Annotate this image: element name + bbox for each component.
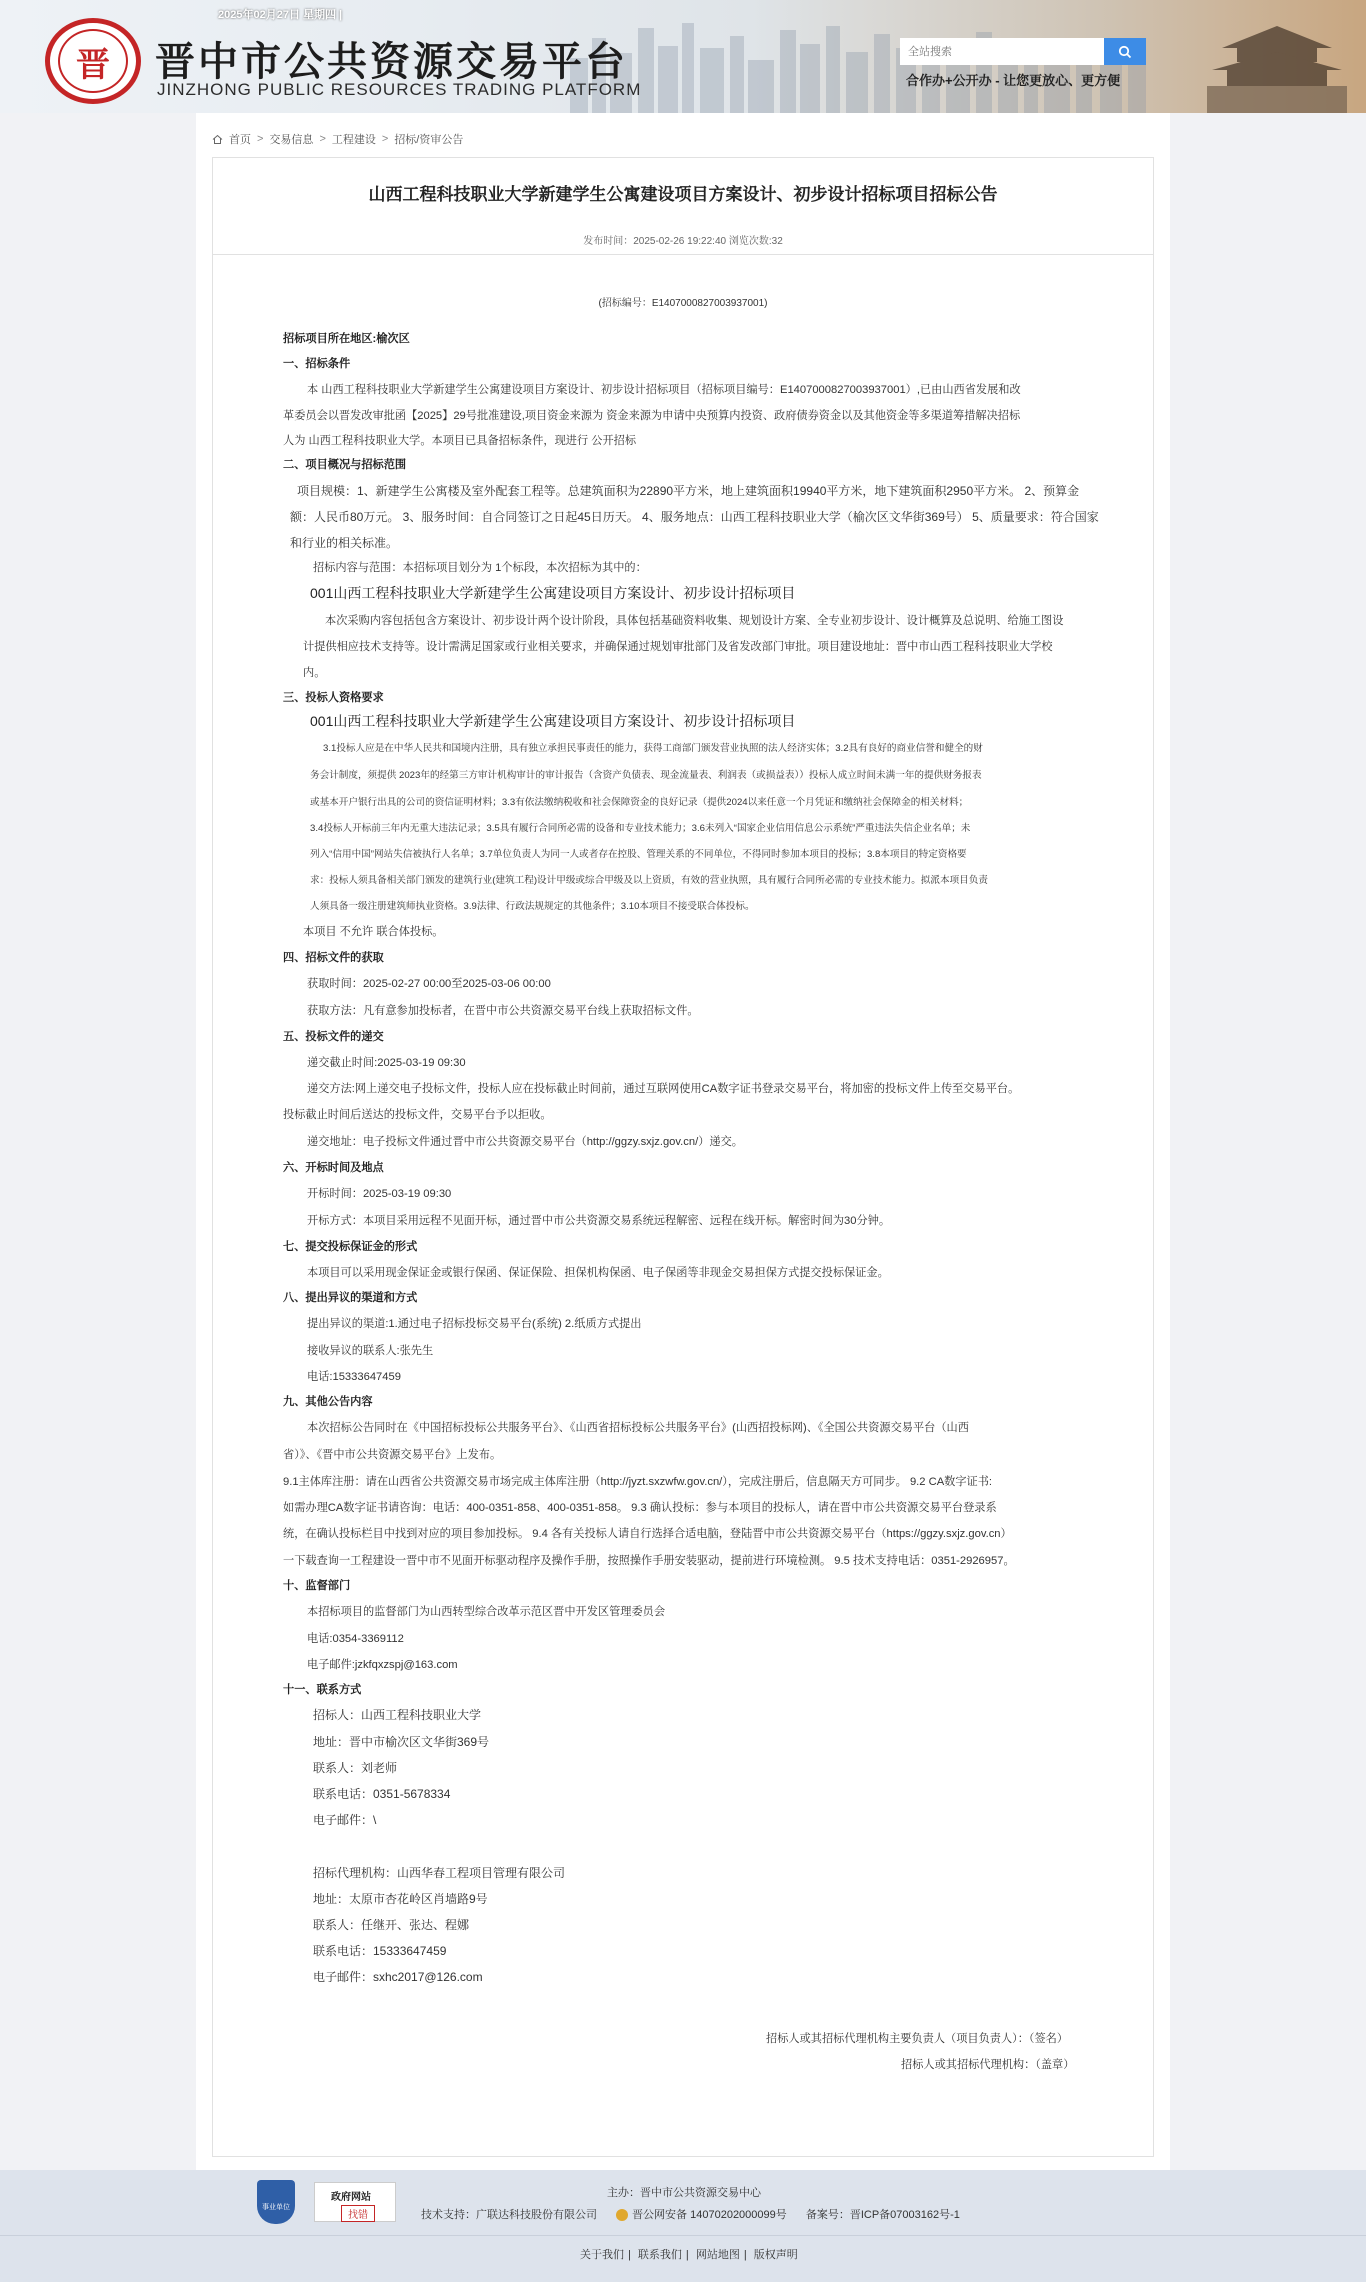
section-heading: 八、提出异议的渠道和方式: [283, 1292, 418, 1304]
breadcrumb-engineering[interactable]: 工程建设: [331, 134, 376, 146]
article-title: 山西工程科技职业大学新建学生公寓建设项目方案设计、初步设计招标项目招标公告: [368, 185, 998, 204]
site-subtitle: JINZHONG PUBLIC RESOURCES TRADING PLATFORM: [157, 80, 642, 99]
article-meta: 发布时间：2025-02-26 19:22:40 浏览次数:32: [583, 236, 783, 247]
section-heading: 五、投标文件的递交: [283, 1031, 384, 1043]
paragraph-line: 本项目 不允许 联合体投标。: [303, 926, 444, 938]
paragraph-line: 电话:15333647459: [307, 1371, 401, 1383]
paragraph-line: 省）》、《晋中市公共资源交易平台》上发布。: [283, 1449, 502, 1461]
badge-title: 政府网站: [331, 2192, 371, 2203]
section-heading: 一、招标条件: [283, 358, 351, 370]
seal-line: 招标人或其招标代理机构：（盖章）: [901, 2059, 1075, 2071]
paragraph-line: 计提供相应技术支持等。设计需满足国家或行业相关要求，并确保通过规划审批部门及省发改部门审批。项目建设地址：晋中市山西工程科技职业大学校: [303, 641, 1053, 653]
emblem-char: 晋: [58, 29, 128, 93]
lot-name: 001山西工程科技职业大学新建学生公寓建设项目方案设计、初步设计招标项目: [310, 585, 796, 601]
paragraph-line: 投标截止时间后送达的投标文件，交易平台予以拒收。: [283, 1109, 552, 1121]
paragraph-line: 3.4投标人开标前三年内无重大违法记录；3.5具有履行合同所必需的设备和专业技术能力；3.6未列入“国家企业信用信息公示系统”严重违法失信企业名单；未: [310, 823, 971, 834]
section-heading: 二、项目概况与招标范围: [283, 459, 407, 471]
paragraph-line: 电子邮件:jzkfqxzspj@163.com: [307, 1659, 458, 1671]
paragraph-line: 和行业的相关标准。: [290, 536, 399, 550]
breadcrumb-separator: >: [381, 133, 389, 145]
site-title[interactable]: 晋中市公共资源交易平台: [155, 38, 628, 85]
paragraph-line: 革委员会以晋发改审批函【2025】29号批准建设,项目资金来源为 资金来源为申请中央预算内投资、政府债券资金以及其他资金等多渠道筹措解决招标: [283, 410, 1021, 422]
public-institution-badge[interactable]: 事业单位: [257, 2180, 295, 2224]
footer-link-contact[interactable]: 联系我们: [637, 2249, 682, 2261]
paragraph-line: 递交截止时间:2025-03-19 09:30: [307, 1057, 466, 1069]
site-footer: [0, 2170, 1366, 2282]
breadcrumb-separator: >: [257, 133, 264, 145]
paragraph-line: 或基本开户银行出具的公司的资信证明材料；3.3有依法缴纳税收和社会保障资金的良好记录（提供2024以来任意一个月凭证和缴纳社会保障金的相关材料；: [310, 797, 969, 808]
paragraph-line: 统，在确认投标栏目中找到对应的项目参加投标。 9.4 各有关投标人请自行选择合适电脑，登陆晋中市公共资源交易平台（https://ggzy.sxjz.gov.cn）: [283, 1528, 1012, 1540]
contact-line: 地址：太原市杏花岭区肖墙路9号: [313, 1892, 488, 1906]
breadcrumb-trade-info[interactable]: 交易信息: [269, 134, 314, 146]
breadcrumb-current[interactable]: 招标/资审公告: [394, 134, 464, 146]
contact-line: 招标代理机构：山西华春工程项目管理有限公司: [313, 1866, 566, 1880]
title-divider: [213, 254, 1153, 255]
contact-line: 电子邮件：sxhc2017@126.com: [313, 1970, 483, 1984]
paragraph-line: 3.1投标人应是在中华人民共和国境内注册，具有独立承担民事责任的能力，获得工商部门颁发营业执照的法人经济实体；3.2具有良好的商业信誉和健全的财: [323, 743, 983, 754]
footer-info: [421, 2206, 976, 2222]
footer-links: 关于我们 | 联系我们 | 网站地图 | 版权声明: [580, 2249, 798, 2261]
paragraph-line: 招标内容与范围：本招标项目划分为 1个标段，本次招标为其中的：: [313, 562, 647, 574]
search-icon: [1118, 45, 1132, 59]
breadcrumb: [212, 131, 467, 147]
paragraph-line: 本 山西工程科技职业大学新建学生公寓建设项目方案设计、初步设计招标项目（招标项目编号：E1407000827003937001）,已由山西省发展和改: [307, 384, 1021, 396]
footer-link-sitemap[interactable]: 网站地图: [695, 2249, 740, 2261]
paragraph-line: 本项目可以采用现金保证金或银行保函、保证保险、担保机构保函、电子保函等非现金交易担保方式提交投标保证金。: [307, 1267, 889, 1279]
paragraph-line: 求：投标人须具备相关部门颁发的建筑行业(建筑工程)设计甲级或综合甲级及以上资质，有效的营业执照，具有履行合同所必需的专业技术能力。拟派本项目负责: [310, 875, 988, 886]
footer-sponsor: 主办：晋中市公共资源交易中心: [607, 2187, 761, 2199]
paragraph-line: 递交地址：电子投标文件通过晋中市公共资源交易平台（http://ggzy.sxjz.gov.cn/）递交。: [307, 1136, 743, 1148]
contact-line: 电子邮件：\: [313, 1813, 377, 1827]
slogan: 合作办+公开办 - 让您更放心、更方便: [906, 73, 1121, 88]
project-location: 招标项目所在地区:榆次区: [283, 333, 410, 345]
section-heading: 四、招标文件的获取: [283, 952, 384, 964]
badge-subtitle: 找错: [341, 2205, 375, 2222]
section-heading: 七、提交投标保证金的形式: [283, 1241, 418, 1253]
police-record-text: 晋公网安备 14070202000099号: [632, 2209, 787, 2221]
section-heading: 十、监督部门: [283, 1580, 351, 1592]
paragraph-line: 本次采购内容包括包含方案设计、初步设计两个设计阶段，具体包括基础资料收集、规划设计方案、全专业初步设计、设计概算及总说明、给施工图设: [325, 615, 1064, 627]
contact-line: 联系电话：0351-5678334: [313, 1787, 451, 1801]
footer-link-copyright[interactable]: 版权声明: [753, 2249, 798, 2261]
paragraph-line: 9.1主体库注册：请在山西省公共资源交易市场完成主体库注册（http://jyzt.sxzwfw.gov.cn/），完成注册后，信息隔天方可同步。 9.2 CA数字证书:: [283, 1476, 993, 1488]
main-content: [196, 113, 1170, 2170]
paragraph-line: 人须具备一级注册建筑师执业资格。3.9法律、行政法规规定的其他条件；3.10本项目不接受联合体投标。: [310, 901, 755, 912]
city-skyline-image: [560, 18, 1260, 113]
home-icon: [212, 134, 223, 145]
paragraph-line: 务会计制度，须提供 2023年的经第三方审计机构审计的审计报告（含资产负债表、现金流量表、利润表（或损益表））投标人成立时间未满一年的提供财务报表: [310, 770, 982, 781]
paragraph-line: 获取方法：凡有意参加投标者，在晋中市公共资源交易平台线上获取招标文件。: [307, 1005, 699, 1017]
paragraph-line: 人为 山西工程科技职业大学。本项目已具备招标条件，现进行 公开招标: [283, 435, 637, 447]
paragraph-line: 接收异议的联系人:张先生: [307, 1345, 434, 1357]
paragraph-line: 本招标项目的监督部门为山西转型综合改革示范区晋中开发区管理委员会: [307, 1606, 666, 1618]
contact-line: 联系电话：15333647459: [313, 1944, 447, 1958]
section-heading: 九、其他公告内容: [283, 1396, 373, 1408]
paragraph-line: 项目规模：1、新建学生公寓楼及室外配套工程等。总建筑面积为22890平方米，地上建筑面积19940平方米，地下建筑面积2950平方米。 2、预算金: [297, 484, 1080, 498]
gov-site-report-badge[interactable]: [314, 2182, 396, 2222]
site-header: [0, 0, 1366, 113]
tender-number: (招标编号：E1407000827003937001): [598, 298, 768, 309]
signature-line: 招标人或其招标代理机构主要负责人（项目负责人）：（签名）: [766, 2033, 1069, 2045]
footer-police-record[interactable]: [616, 2209, 787, 2221]
drum-tower-image: [1202, 8, 1352, 113]
search-input[interactable]: [900, 38, 1104, 65]
paragraph-line: 提出异议的渠道:1.通过电子招标投标交易平台(系统) 2.纸质方式提出: [307, 1318, 642, 1330]
paragraph-line: 如需办理CA数字证书请咨询：电话：400-0351-858、400-0351-858。 9.3 确认投标：参与本项目的投标人，请在晋中市公共资源交易平台登录系: [283, 1502, 997, 1514]
lot-name: 001山西工程科技职业大学新建学生公寓建设项目方案设计、初步设计招标项目: [310, 713, 796, 729]
footer-tech-support: 技术支持：广联达科技股份有限公司: [421, 2209, 597, 2221]
paragraph-line: 开标时间：2025-03-19 09:30: [307, 1188, 452, 1200]
paragraph-line: 获取时间：2025-02-27 00:00至2025-03-06 00:00: [307, 978, 551, 990]
footer-link-about[interactable]: 关于我们: [580, 2249, 624, 2261]
paragraph-line: 电话:0354-3369112: [307, 1633, 404, 1645]
paragraph-line: 本次招标公告同时在《中国招标投标公共服务平台》、《山西省招标投标公共服务平台》(山西招投标网)、《全国公共资源交易平台（山西: [307, 1422, 969, 1434]
site-logo-emblem: [45, 18, 141, 104]
paragraph-line: 一下载查询一工程建设一晋中市不见面开标驱动程序及操作手册，按照操作手册安装驱动，提前进行环境检测。 9.5 技术支持电话：0351-2926957。: [283, 1555, 1015, 1567]
police-badge-icon: [616, 2209, 628, 2221]
paragraph-line: 内。: [303, 667, 326, 679]
search-button[interactable]: [1104, 38, 1146, 65]
contact-line: 联系人：任继开、张达、程娜: [313, 1918, 470, 1932]
article-panel: [212, 157, 1154, 2157]
paragraph-line: 列入“信用中国”网站失信被执行人名单；3.7单位负责人为同一人或者存在控股、管理关系的不同单位，不得同时参加本项目的投标；3.8本项目的特定资格要: [310, 849, 967, 860]
contact-line: 地址：晋中市榆次区文华街369号: [313, 1735, 490, 1749]
current-date: 2025年02月27日 星期四 |: [218, 9, 343, 21]
paragraph-line: 递交方法:网上递交电子投标文件，投标人应在投标截止时间前，通过互联网使用CA数字证书登录交易平台，将加密的投标文件上传至交易平台。: [307, 1083, 1020, 1095]
footer-divider: [0, 2235, 1366, 2236]
footer-icp[interactable]: 备案号：晋ICP备07003162号-1: [805, 2209, 960, 2221]
paragraph-line: 额：人民币80万元。 3、服务时间：自合同签订之日起45日历天。 4、服务地点：山西工程科技职业大学（榆次区文华街369号） 5、质量要求：符合国家: [290, 510, 1099, 524]
breadcrumb-separator: >: [319, 133, 326, 145]
section-heading: 六、开标时间及地点: [283, 1162, 384, 1174]
breadcrumb-home[interactable]: 首页: [229, 134, 251, 146]
contact-line: 联系人：刘老师: [313, 1761, 398, 1775]
contact-line: 招标人：山西工程科技职业大学: [313, 1708, 482, 1722]
section-heading: 十一、联系方式: [283, 1684, 362, 1696]
paragraph-line: 开标方式：本项目采用远程不见面开标，通过晋中市公共资源交易系统远程解密、远程在线开标。解密时间为30分钟。: [307, 1215, 891, 1227]
section-heading: 三、投标人资格要求: [283, 692, 384, 704]
